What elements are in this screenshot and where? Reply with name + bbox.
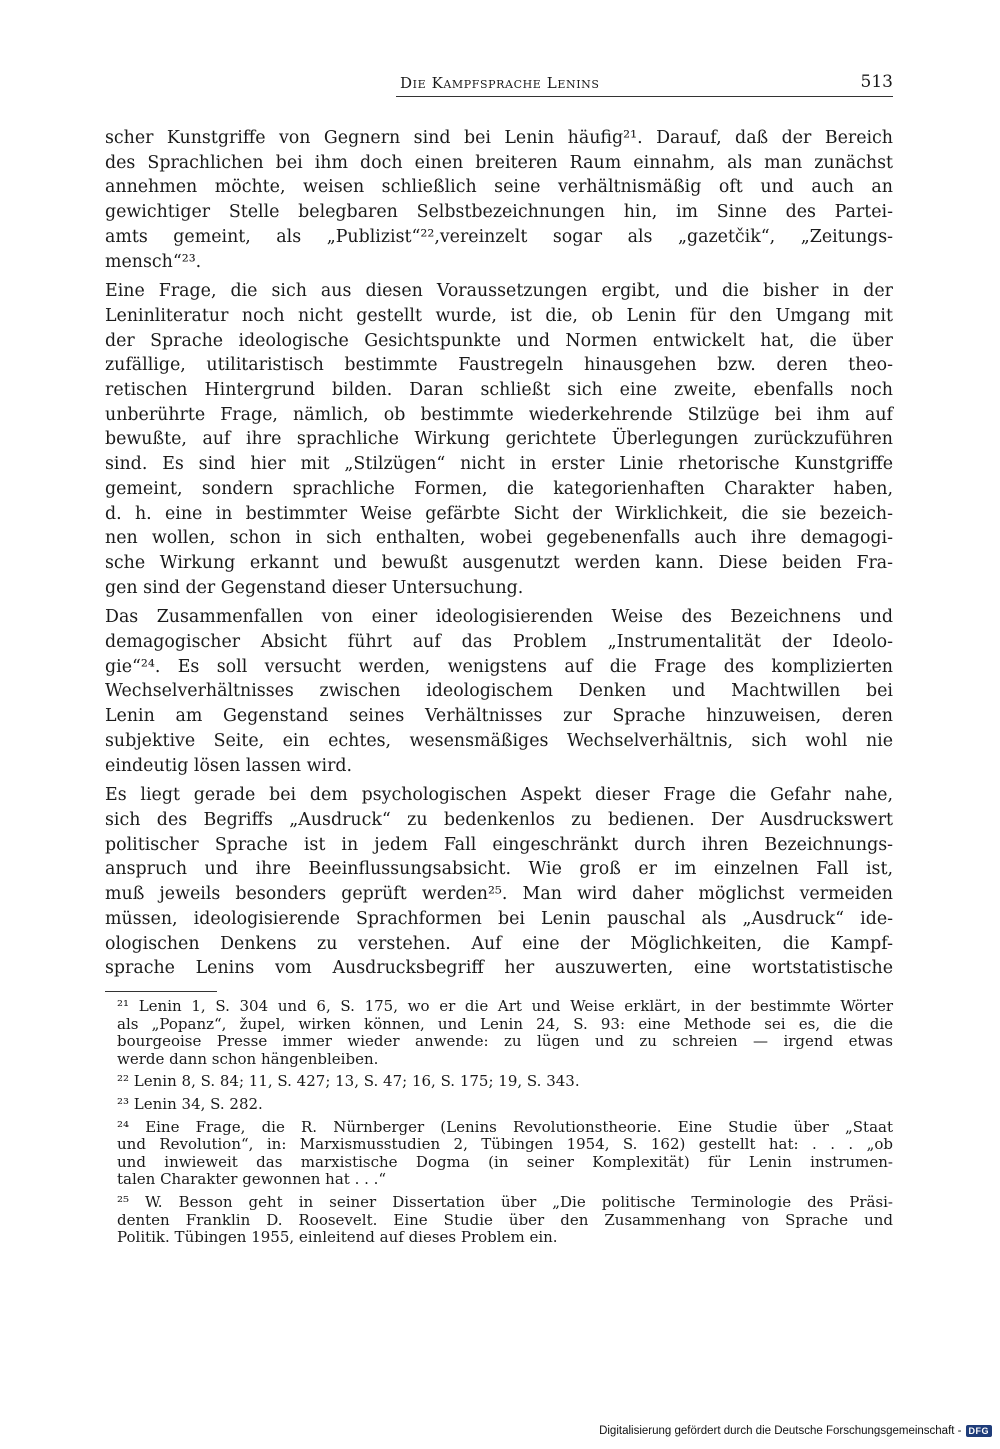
body-text bbox=[105, 126, 893, 981]
paragraph bbox=[105, 783, 893, 981]
paragraph bbox=[105, 605, 893, 778]
footnote-line: und Revolution“, in: Marxismusstudien 2, Tübingen 1954, S. 162) gestellt hat: . . . „ob bbox=[117, 1135, 893, 1154]
text-line: scher Kunstgriffe von Gegnern sind bei Lenin häufig²¹. Darauf, daß der Bereich bbox=[105, 128, 893, 148]
credit-text: Digitalisierung gefördert durch die Deutsche Forschungsgemeinschaft - bbox=[599, 1425, 962, 1437]
text-line: müssen, ideologisierende Sprachformen bei Lenin pauschal als „Ausdruck“ ide- bbox=[105, 908, 893, 929]
text-line: sich des Begriffs „Ausdruck“ zu bedenkenlos zu bedienen. Der Ausdruckswert bbox=[105, 809, 893, 830]
footnote-line: als „Popanz“, župel, wirken können, und Lenin 24, S. 93: eine Methode sei es, die die bbox=[117, 1014, 893, 1033]
text-line: gie“²⁴. Es soll versucht werden, wenigstens auf die Frage des komplizierten bbox=[105, 656, 893, 677]
footnote bbox=[105, 1119, 893, 1189]
text-line: sche Wirkung erkannt und bewußt ausgenutzt werden kann. Diese beiden Fra- bbox=[105, 552, 893, 573]
footnote-line: talen Charakter gewonnen hat . . .“ bbox=[117, 1170, 387, 1189]
text-line: amts gemeint, als „Publizist“²²,vereinzelt sogar als „gazetčik“, „Zeitungs- bbox=[105, 226, 893, 247]
footnote-line: ²³ Lenin 34, S. 282. bbox=[117, 1094, 263, 1113]
footnote-line: werde dann schon hängenbleiben. bbox=[117, 1049, 379, 1068]
paragraph bbox=[105, 279, 893, 600]
footnote bbox=[105, 998, 893, 1068]
text-line: d. h. eine in bestimmter Weise gefärbte Sicht der Wirklichkeit, die sie bezeich- bbox=[105, 503, 893, 524]
footnote-line: und inwieweit das marxistische Dogma (in seiner Komplexität) für Lenin instrumen- bbox=[117, 1152, 893, 1171]
text-line: Wechselverhältnisses zwischen ideologischem Denken und Machtwillen bei bbox=[105, 681, 893, 702]
text-line: unberührte Frage, nämlich, ob bestimmte wiederkehrende Stilzüge bei ihm auf bbox=[105, 404, 893, 425]
digitization-credit bbox=[599, 1425, 992, 1437]
text-line: gemeint, sondern sprachliche Formen, die kategorienhaften Charakter haben, bbox=[105, 478, 893, 499]
footnote bbox=[105, 1073, 893, 1091]
text-line: sprache Lenins vom Ausdrucksbegriff her auszuwerten, eine wortstatistische bbox=[105, 958, 893, 979]
footnote bbox=[105, 1194, 893, 1247]
footnote-line: ²² Lenin 8, S. 84; 11, S. 427; 13, S. 47; 16, S. 175; 19, S. 343. bbox=[117, 1072, 580, 1091]
text-line: muß jeweils besonders geprüft werden²⁵. Man wird daher möglichst vermeiden bbox=[105, 884, 893, 905]
footnote-line: bourgeoise Presse immer wieder anwende: zu lügen und zu schreien — irgend etwas bbox=[117, 1032, 893, 1051]
text-line: Das Zusammenfallen von einer ideologisierenden Weise des Bezeichnens und bbox=[105, 607, 893, 628]
text-line: ologischen Denkens zu verstehen. Auf eine der Möglichkeiten, die Kampf- bbox=[105, 933, 893, 954]
footnote-line: ²⁴ Eine Frage, die R. Nürnberger (Lenins Revolutionstheorie. Eine Studie über „Staat bbox=[117, 1117, 893, 1136]
text-line: zufällige, utilitaristisch bestimmte Faustregeln hinausgehen bzw. deren theo- bbox=[105, 355, 893, 376]
text-line: Lenin am Gegenstand seines Verhältnisses zur Sprache hinzuweisen, deren bbox=[105, 706, 893, 727]
text-line: Leninliteratur noch nicht gestellt wurde, ist die, ob Lenin für den Umgang mit bbox=[105, 305, 893, 326]
footnotes bbox=[105, 998, 893, 1252]
running-title: Die Kampfsprache Lenins bbox=[400, 74, 600, 92]
text-line: anspruch und ihre Beeinflussungsabsicht. Wie groß er im einzelnen Fall ist, bbox=[105, 859, 893, 880]
footnote-line: denten Franklin D. Roosevelt. Eine Studie über den Zusammenhang von Sprache und bbox=[117, 1210, 893, 1229]
text-line: der Sprache ideologische Gesichtspunkte und Normen entwickelt hat, die über bbox=[105, 330, 893, 351]
text-line: Eine Frage, die sich aus diesen Voraussetzungen ergibt, und die bisher in der bbox=[105, 281, 893, 302]
dfg-logo-icon: DFG bbox=[966, 1425, 993, 1437]
text-line: gen sind der Gegenstand dieser Untersuchung. bbox=[105, 577, 524, 598]
text-line: mensch“²³. bbox=[105, 251, 202, 272]
footnote-line: ²⁵ W. Besson geht in seiner Dissertation über „Die politische Terminologie des Präsi- bbox=[117, 1192, 893, 1211]
footnote-line: ²¹ Lenin 1, S. 304 und 6, S. 175, wo er die Art und Weise erklärt, in der bestimmte Wörter bbox=[117, 997, 893, 1015]
text-line: bewußte, auf ihre sprachliche Wirkung gerichtete Überlegungen zurückzuführen bbox=[105, 429, 893, 450]
text-line: retischen Hintergrund bilden. Daran schließt sich eine zweite, ebenfalls noch bbox=[105, 380, 893, 401]
paragraph bbox=[105, 126, 893, 274]
text-line: demagogischer Absicht führt auf das Problem „Instrumentalität der Ideolo- bbox=[105, 632, 893, 653]
text-line: gewichtiger Stelle belegbaren Selbstbezeichnungen hin, im Sinne des Partei- bbox=[105, 202, 893, 223]
running-header bbox=[396, 72, 893, 97]
text-line: politischer Sprache ist in jedem Fall eingeschränkt durch ihren Bezeichnungs- bbox=[105, 834, 893, 855]
text-line: Es liegt gerade bei dem psychologischen Aspekt dieser Frage die Gefahr nahe, bbox=[105, 785, 893, 806]
text-line: des Sprachlichen bei ihm doch einen breiteren Raum einnahm, als man zunächst bbox=[105, 152, 893, 173]
text-line: nen wollen, schon in sich enthalten, wobei gegebenenfalls auch ihre demagogi- bbox=[105, 528, 893, 549]
footnote-divider bbox=[105, 991, 217, 992]
text-line: sind. Es sind hier mit „Stilzügen“ nicht in erster Linie rhetorische Kunstgriffe bbox=[105, 454, 893, 475]
text-line: annehmen möchte, weisen schließlich seine verhältnismäßig oft und auch an bbox=[105, 177, 893, 198]
text-line: eindeutig lösen lassen wird. bbox=[105, 755, 353, 776]
footnote bbox=[105, 1096, 893, 1114]
footnote-line: Politik. Tübingen 1955, einleitend auf dieses Problem ein. bbox=[117, 1228, 558, 1247]
text-line: subjektive Seite, ein echtes, wesensmäßiges Wechselverhältnis, sich wohl nie bbox=[105, 730, 893, 751]
page-number: 513 bbox=[860, 72, 893, 92]
